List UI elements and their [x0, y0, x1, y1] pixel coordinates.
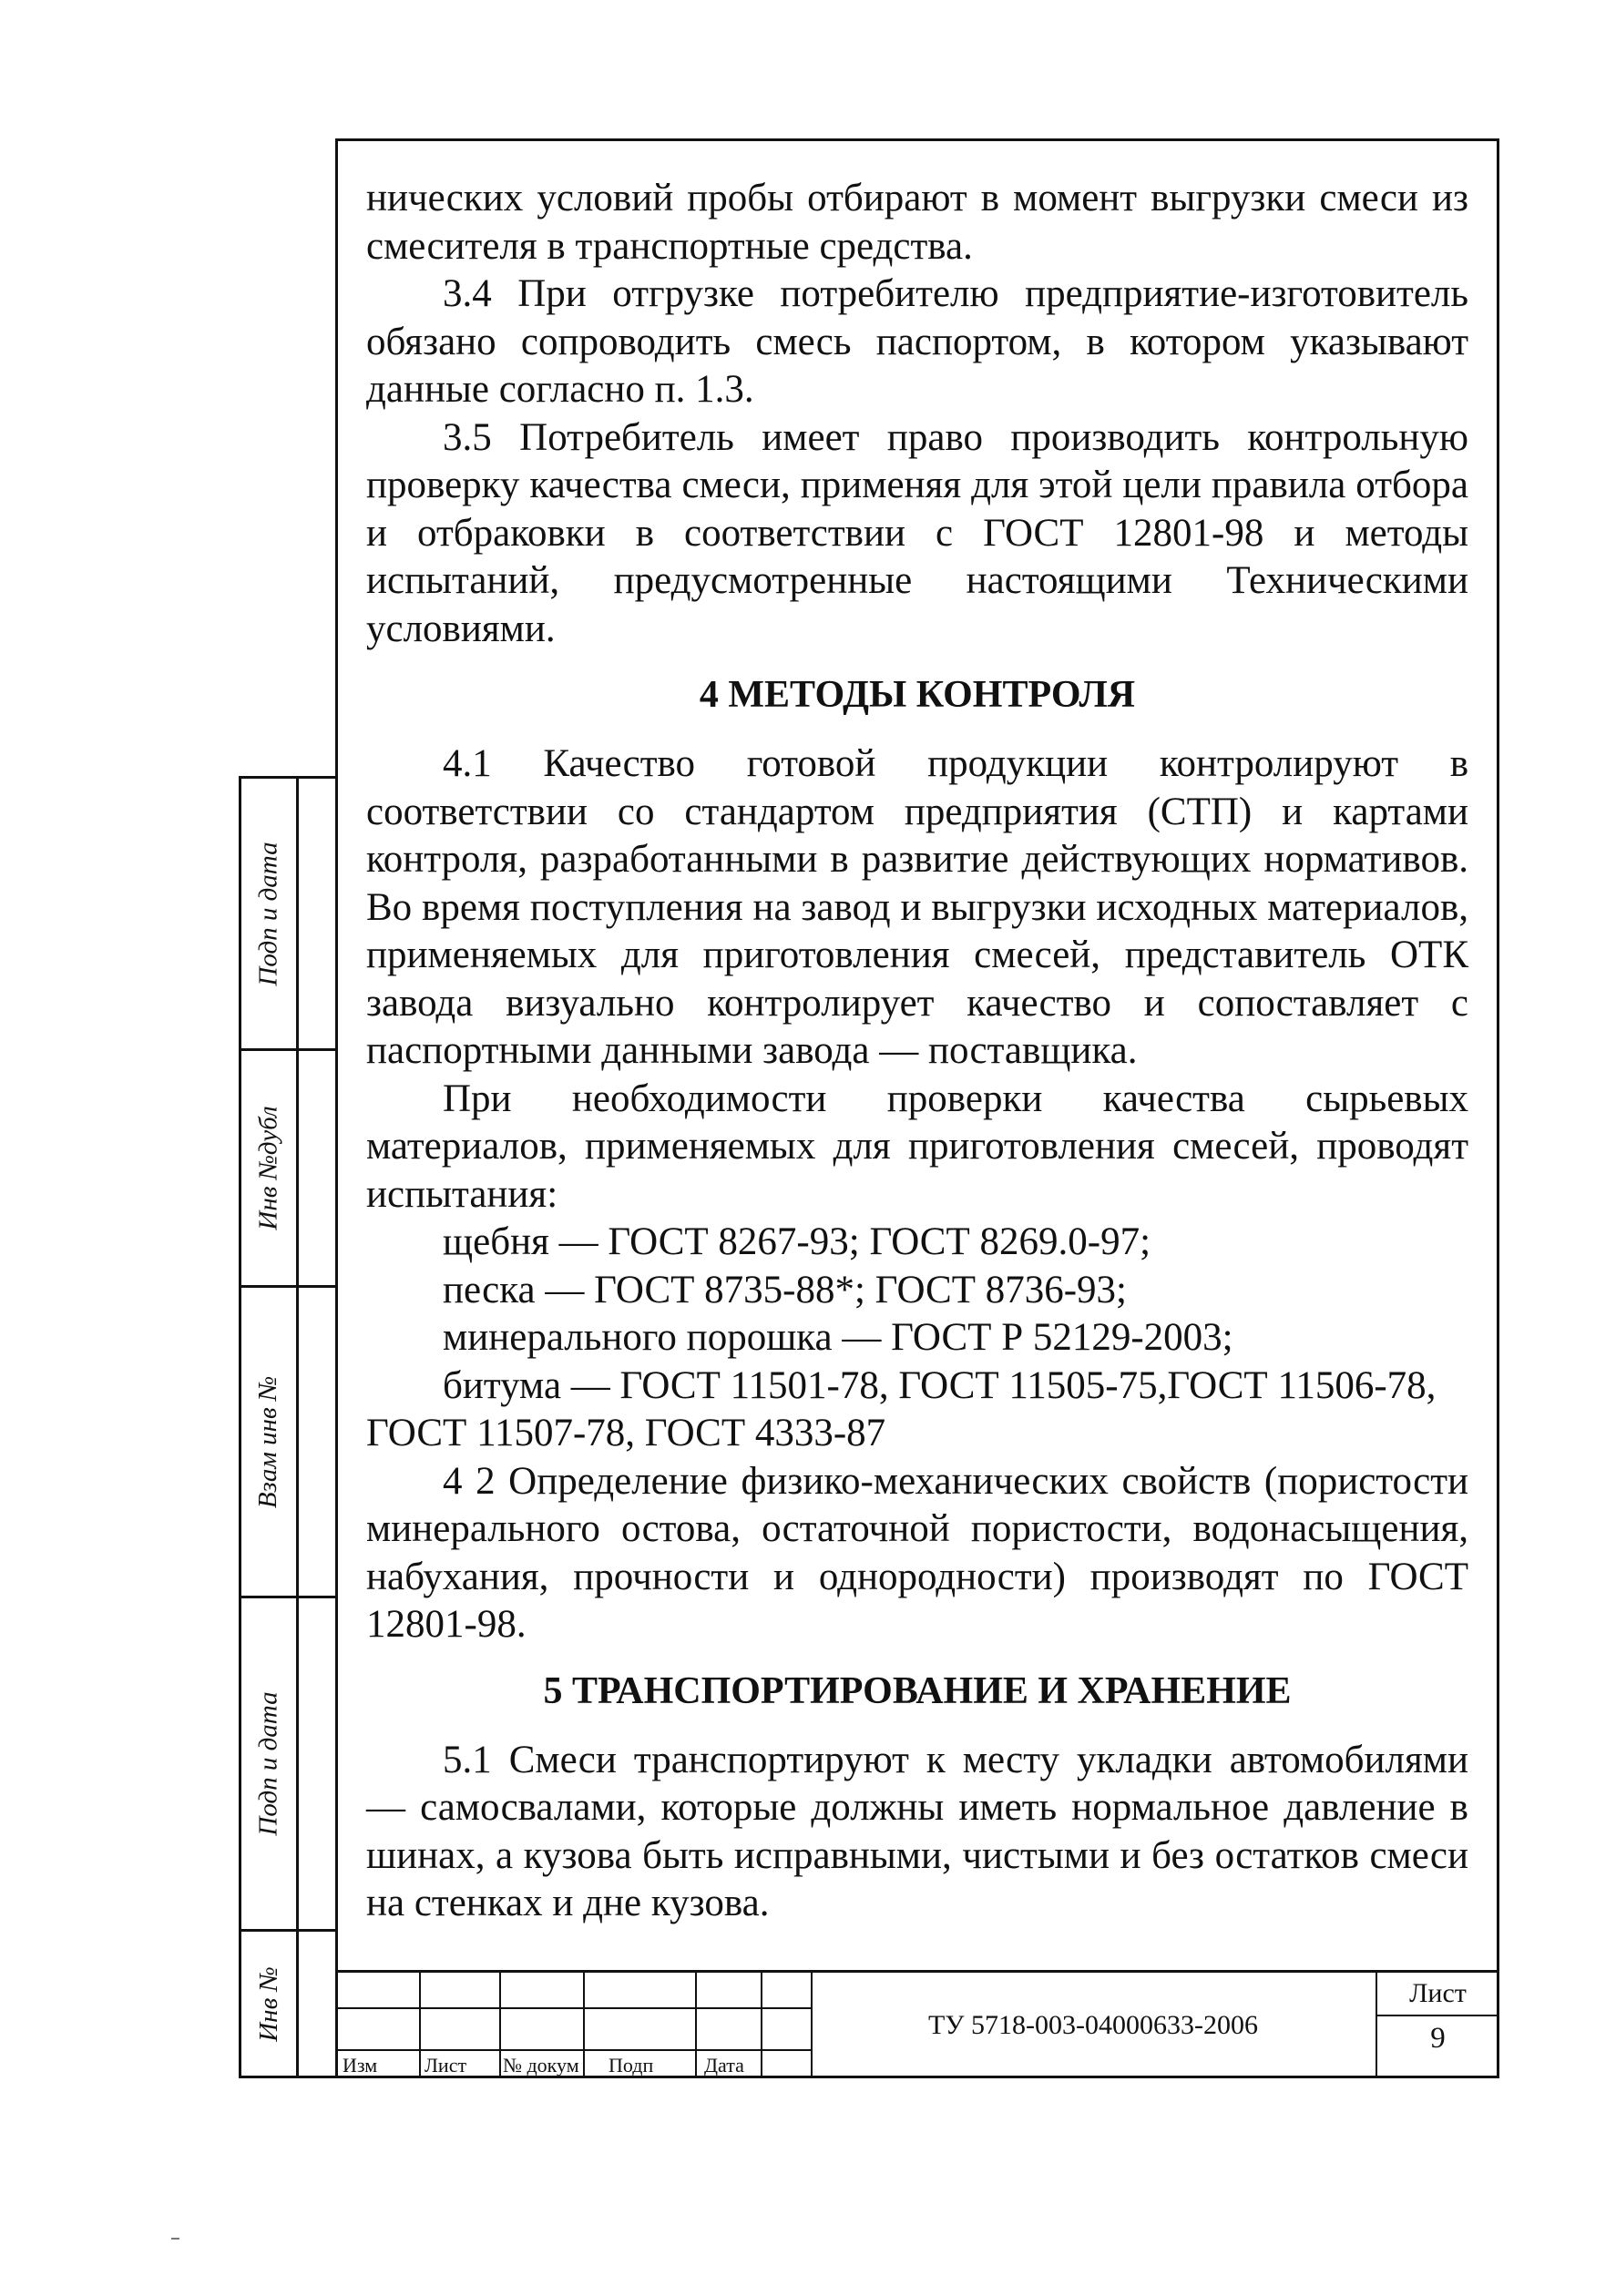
paragraph-5-1: 5.1 Смеси транспортируют к месту укладки автомобилями — самосвалами, которые должны иметь нормальное давление в шинах, а кузова быть исправными, чистыми и без остатков смеси на стенках и дне кузова.	[366, 1738, 1468, 1924]
sheet-label: Лист	[1409, 1978, 1467, 2008]
list-item-bitumen-cont: ГОСТ 11507-78, ГОСТ 4333-87	[366, 1412, 886, 1454]
stamp-caption-n-dokum: № докум	[503, 2054, 579, 2077]
paragraph-4-1: 4.1 Качество готовой продукции контролируют в соответствии со стандартом предприятия (СТП) и картами контроля, разработанными в развитие действующих нормативов. Во время поступления на завод и выгрузки исходных материалов, применяемых для приготовления смесей, представитель ОТК завода визуально контролирует качество и сопоставляет с паспортными данными завода — поставщика.	[366, 742, 1468, 1072]
paragraph-3-5: 3.5 Потребитель имеет право производить контрольную проверку качества смеси, применяя для этой цели правила отбора и отбраковки в соответствии с ГОСТ 12801-98 и методы испытаний, предусмотренные настоящими Техническими условиями.	[366, 415, 1468, 650]
paragraph-continuation: нических условий пробы отбирают в момент выгрузки смеси из смесителя в транспортные средства.	[366, 177, 1468, 268]
side-cell-podp-data-1: Подп и дата	[239, 776, 335, 1051]
section-heading-5: 5 ТРАНСПОРТИРОВАНИЕ И ХРАНЕНИЕ	[543, 1669, 1292, 1712]
document-body	[366, 175, 1468, 1928]
scan-mark	[171, 2238, 179, 2240]
stamp-caption-podp: Подп	[609, 2054, 654, 2077]
stamp-caption-izm: Изм	[343, 2054, 378, 2077]
list-item-sand: песка — ГОСТ 8735-88*; ГОСТ 8736-93;	[443, 1268, 1127, 1311]
sheet-number: 9	[1430, 2022, 1446, 2055]
title-block	[335, 1970, 1499, 2078]
list-item-bitumen: битума — ГОСТ 11501-78, ГОСТ 11505-75,ГОСТ 11506-78,	[443, 1363, 1437, 1407]
stamp-caption-list: Лист	[424, 2054, 467, 2077]
paragraph-4-2: 4 2 Определение физико-механических свойств (пористости минерального остова, остаточной пористости, водонасыщения, набухания, прочности и однородности) производят по ГОСТ 12801-98.	[366, 1459, 1468, 1646]
paragraph-testing: При необходимости проверки качества сырьевых материалов, применяемых для приготовления смесей, проводят испытания:	[366, 1077, 1468, 1216]
side-cell-inv-dubl: Инв №дубл	[239, 1048, 335, 1288]
side-cell-inv-no: Инв №	[239, 1929, 335, 2078]
side-cell-vzam-inv: Взам инв №	[239, 1285, 335, 1598]
document-code: ТУ 5718-003-04000633-2006	[927, 2010, 1259, 2040]
section-heading-4: 4 МЕТОДЫ КОНТРОЛЯ	[699, 674, 1136, 716]
list-item-crushed-stone: щебня — ГОСТ 8267-93; ГОСТ 8269.0-97;	[443, 1220, 1151, 1263]
list-item-mineral-powder: минерального порошка — ГОСТ Р 52129-2003;	[443, 1316, 1233, 1359]
stamp-caption-data: Дата	[704, 2054, 744, 2077]
side-cell-podp-data-2: Подп и дата	[239, 1596, 335, 1932]
paragraph-3-4: 3.4 При отгрузке потребителю предприятие-изготовитель обязано сопроводить смесь паспортом, в котором указывают данные согласно п. 1.3.	[366, 272, 1468, 411]
